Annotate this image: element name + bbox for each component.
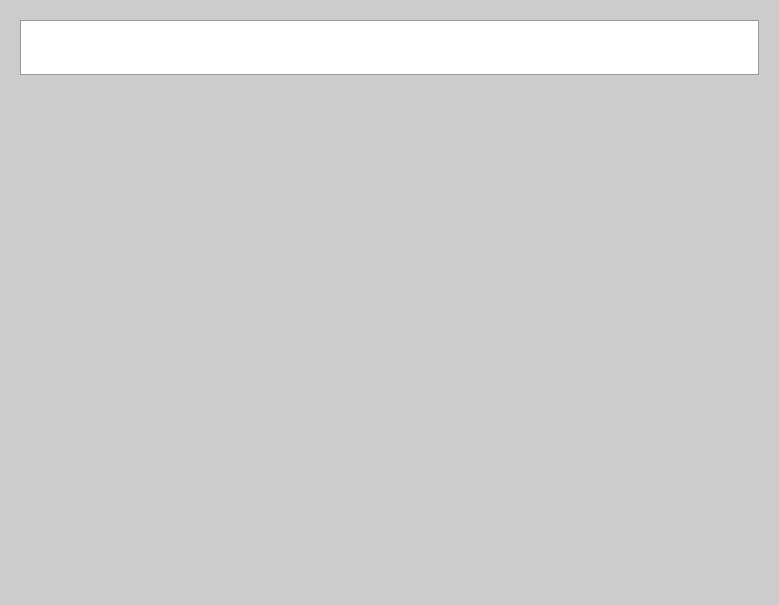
placeholder-card bbox=[20, 20, 759, 75]
